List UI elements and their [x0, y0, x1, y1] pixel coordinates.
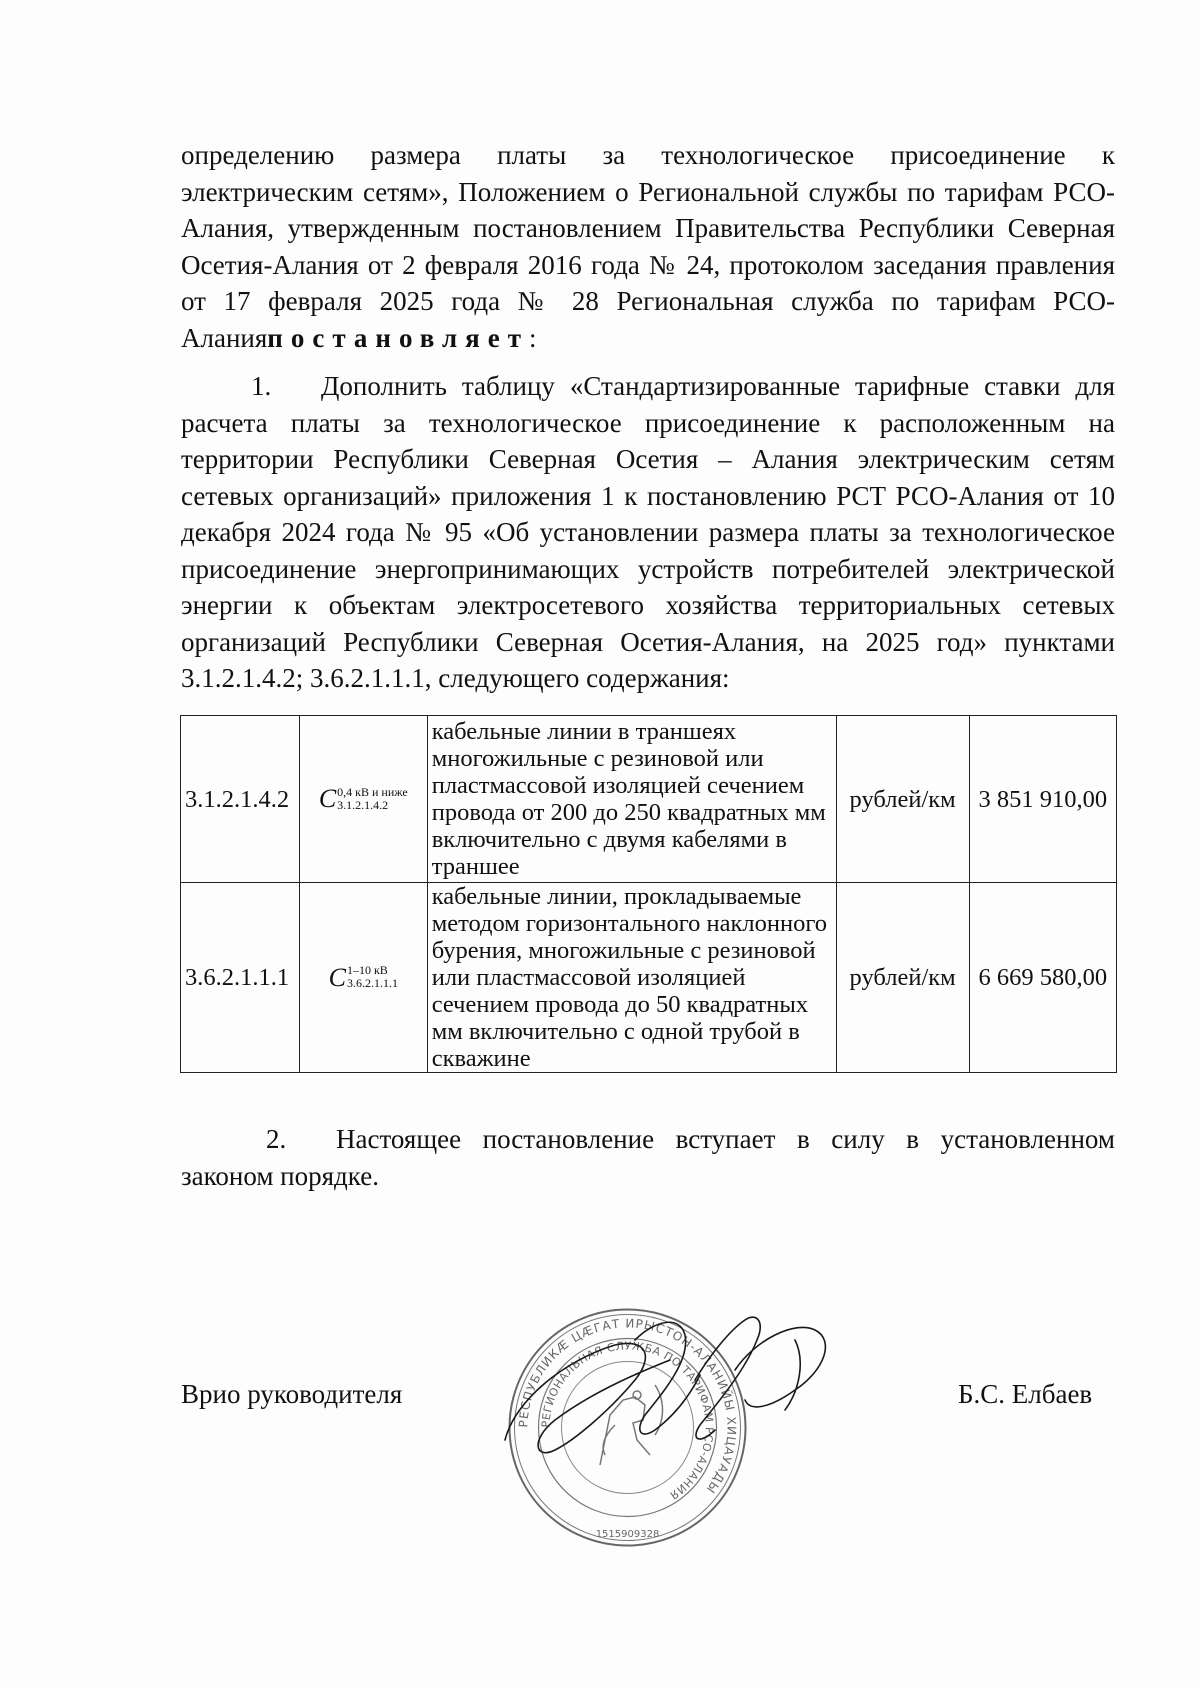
row-unit: рублей/км — [836, 716, 969, 883]
row-code: 3.6.2.1.1.1 — [181, 883, 300, 1073]
handwritten-signature-icon — [495, 1300, 855, 1500]
symbol-scripts — [347, 964, 398, 990]
tariff-table — [180, 715, 1117, 1073]
row-code: 3.1.2.1.4.2 — [181, 716, 300, 883]
item-1-text — [181, 368, 1115, 697]
item-1-body: Дополнить таблицу «Стандартизированные тарифные ставки для расчета платы за технологическое присоединение к расположенным на территории Республики Северная Осетия – Алания электрическим сетям сетевых организаций» приложения 1 к постановлению РСТ РСО-Алания от 10 декабря 2024 года № 95 «Об установлении размера платы за технологическое присоединение энергопринимающих устройств потребителей электрической энергии к объектам электросетевого хозяйства территориальных сетевых организаций Республики Северная Осетия-Алания, на 2025 год» пунктами 3.1.2.1.4.2; 3.6.2.1.1.1, следующего содержания: — [181, 371, 1115, 693]
item-1-number: 1. — [251, 371, 272, 401]
row-symbol — [299, 883, 427, 1073]
preamble-text — [181, 137, 1115, 356]
tariff-symbol — [319, 785, 408, 812]
row-symbol — [299, 716, 427, 883]
symbol-scripts — [337, 786, 408, 812]
preamble-paragraph — [181, 137, 1115, 356]
symbol-base: C — [318, 784, 337, 813]
item-1-paragraph — [181, 368, 1115, 697]
resolves-word: постановляет — [267, 322, 530, 353]
item-2-body: Настоящее постановление вступает в силу в установленном законом порядке. — [181, 1124, 1115, 1191]
seal-inner-text: РЕГИОНАЛЬНАЯ СЛУЖБА ПО ТАРИФАМ РСО-АЛАНИЯ — [539, 1339, 716, 1502]
row-unit: рублей/км — [836, 883, 969, 1073]
table-row — [181, 716, 1117, 883]
row-description: кабельные линии в траншеях многожильные с резиновой или пластмассовой изоляцией сечением провода от 200 до 250 квадратных мм включительно с двумя кабелями в траншее — [427, 716, 836, 883]
item-2-text — [181, 1121, 1115, 1194]
preamble-text-main: определению размера платы за технологическое присоединение к электрическим сетям», Положением о Региональной службы по тарифам РСО-Алания, утвержденным постановлением Правительства Республики Северная Осетия-Алания от 2 февраля 2016 года № 24, протоколом заседания правления от 17 февраля 2025 года № 28 Региональная служба по тарифам РСО-Алания — [181, 140, 1115, 353]
signer-title: Врио руководителя — [181, 1379, 403, 1409]
item-2-number: 2. — [266, 1124, 287, 1154]
symbol-subscript: 3.6.2.1.1.1 — [346, 976, 398, 990]
tariff-symbol — [329, 964, 398, 991]
row-value: 6 669 580,00 — [969, 883, 1116, 1073]
symbol-base: C — [328, 962, 346, 992]
seal-number: 1515909328 — [595, 1529, 660, 1540]
symbol-subscript: 3.1.2.1.4.2 — [337, 797, 389, 812]
item-2-paragraph — [181, 1121, 1115, 1194]
seal-outer-text: РЕСПУБЛИКÆ ЦÆГАТ ИРЫСТОН-АЛАНИЙЫ ХИЦАУАДЫ — [516, 1316, 739, 1497]
symbol-superscript: 0,4 кВ и ниже — [337, 784, 408, 799]
preamble-colon: : — [529, 322, 537, 353]
row-description: кабельные линии, прокладываемые методом горизонтального наклонного бурения, многожильные с резиновой или пластмассовой изоляцией сечением провода до 50 квадратных мм включительно с одной трубой в скважине — [427, 883, 836, 1073]
table-row — [181, 883, 1117, 1073]
signer-name: Б.С. Елбаев — [958, 1379, 1093, 1409]
symbol-superscript: 1–10 кВ — [346, 963, 388, 977]
row-value: 3 851 910,00 — [969, 716, 1116, 883]
